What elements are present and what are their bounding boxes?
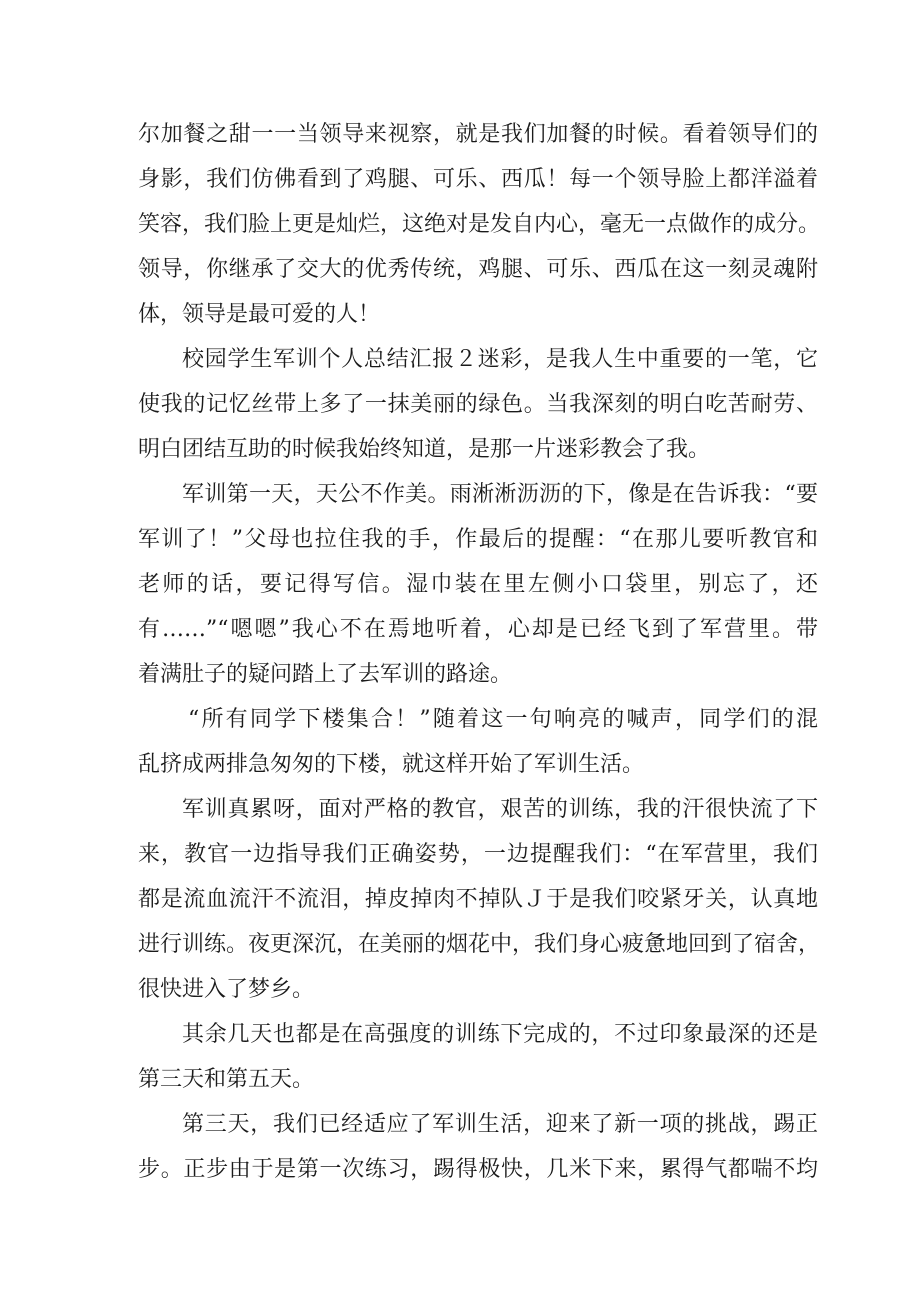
text-line: 军训了！”父母也拉住我的手，作最后的提醒：“在那儿要听教官和 [138, 527, 818, 552]
text-line: 很快进入了梦乡。 [138, 977, 315, 1002]
text-line: 有……”“嗯嗯”我心不在焉地听着，心却是已经飞到了军营里。带 [138, 617, 818, 642]
text-line: 军训真累呀，面对严格的教官，艰苦的训练，我的汗很快流了下 [182, 797, 818, 822]
document-body [138, 112, 821, 1192]
text-line: 都是流血流汗不流泪，掉皮掉肉不掉队Ｊ于是我们咬紧牙关，认真地 [138, 887, 818, 912]
text-line: 老师的话，要记得写信。湿巾装在里左侧小口袋里，别忘了，还 [138, 572, 818, 597]
text-line: 着满肚子的疑问踏上了去军训的路途。 [138, 662, 513, 687]
text-line: 第三天，我们已经适应了军训生活，迎来了新一项的挑战，踢正 [182, 1112, 818, 1137]
text-line: 军训第一天，天公不作美。雨淅淅沥沥的下，像是在告诉我：“要 [182, 482, 818, 507]
text-line: 校园学生军训个人总结汇报２迷彩，是我人生中重要的一笔，它 [182, 347, 818, 372]
text-line: 领导，你继承了交大的优秀传统，鸡腿、可乐、西瓜在这一刻灵魂附 [138, 257, 818, 282]
text-line: 身影，我们仿佛看到了鸡腿、可乐、西瓜！每一个领导脸上都洋溢着 [138, 167, 818, 192]
text-line: 进行训练。夜更深沉，在美丽的烟花中，我们身心疲惫地回到了宿舍， [138, 932, 821, 957]
text-line: 步。正步由于是第一次练习，踢得极快，几米下来，累得气都喘不均 [138, 1157, 818, 1182]
text-line: 第三天和第五天。 [138, 1067, 315, 1092]
text-line: 明白团结互助的时候我始终知道，是那一片迷彩教会了我。 [138, 437, 711, 462]
text-line: 体，领导是最可爱的人！ [138, 302, 381, 327]
text-line: 尔加餐之甜一一当领导来视察，就是我们加餐的时候。看着领导们的 [138, 122, 818, 147]
text-line: 使我的记忆丝带上多了一抹美丽的绿色。当我深刻的明白吃苦耐劳、 [138, 392, 818, 417]
text-line: 其余几天也都是在高强度的训练下完成的，不过印象最深的还是 [182, 1022, 818, 1047]
text-line: 乱挤成两排急匆匆的下楼，就这样开始了军训生活。 [138, 752, 645, 777]
text-line: 笑容，我们脸上更是灿烂，这绝对是发自内心，毫无一点做作的成分。 [138, 212, 821, 237]
text-line: 来，教官一边指导我们正确姿势，一边提醒我们：“在军营里，我们 [138, 842, 818, 867]
text-line: “所有同学下楼集合！”随着这一句响亮的喊声，同学们的混 [188, 707, 818, 732]
